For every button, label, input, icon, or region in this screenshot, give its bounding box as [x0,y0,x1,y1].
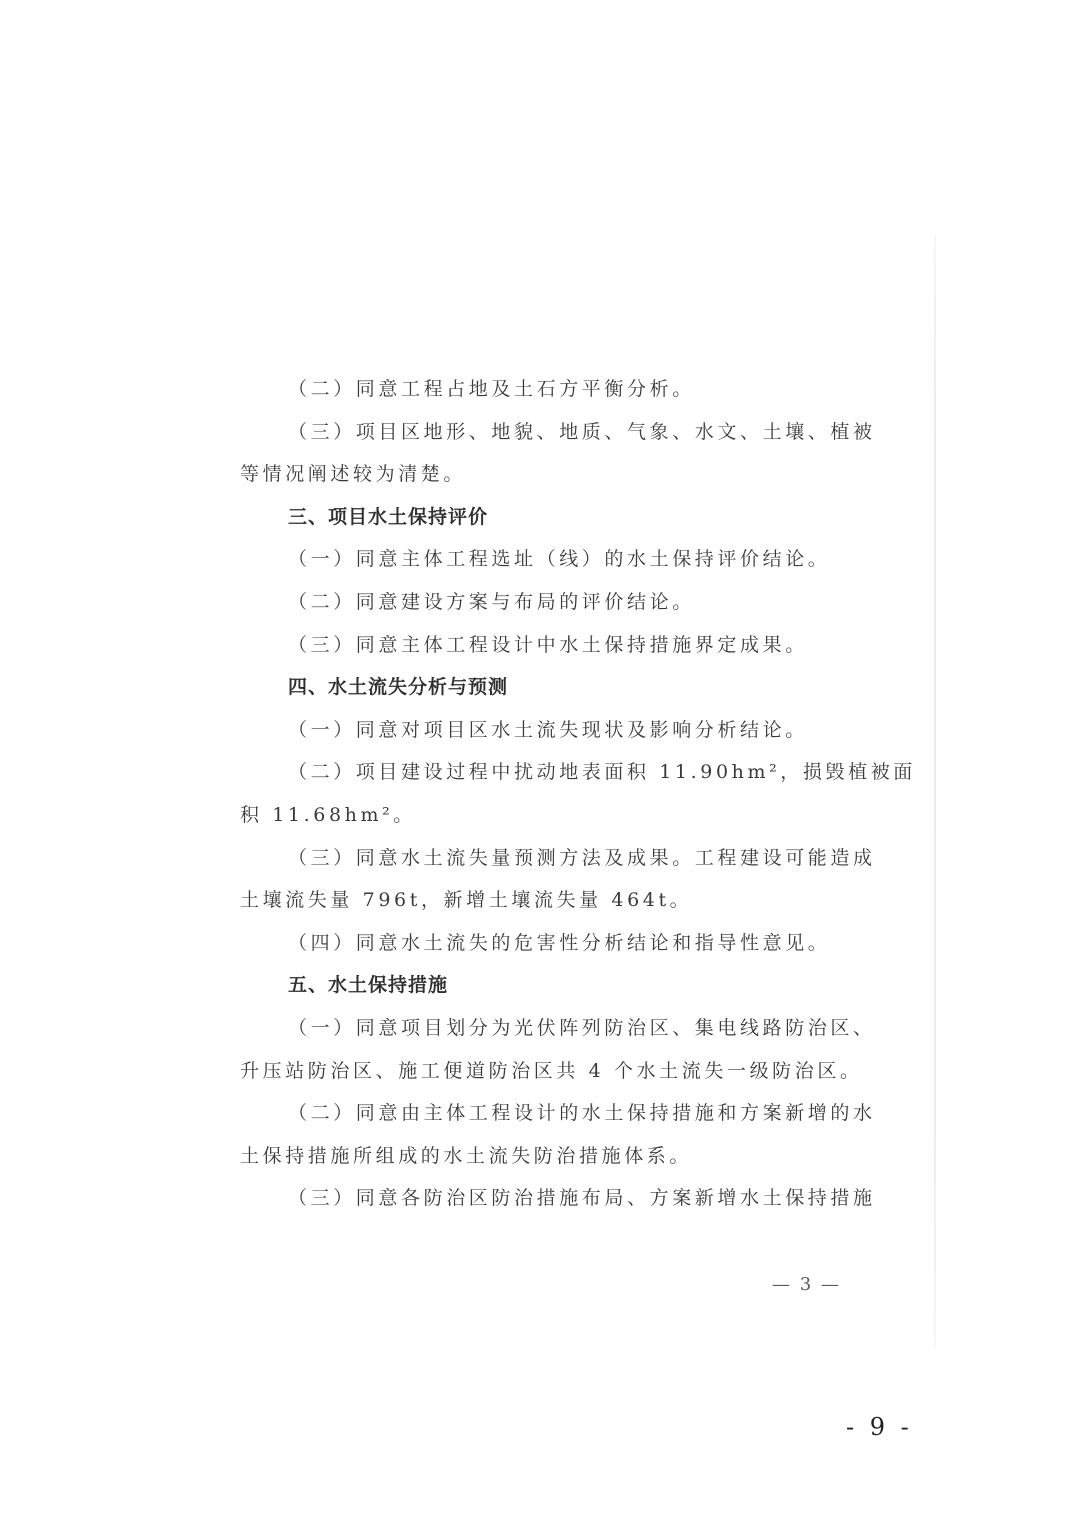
paragraph-line: 土保持措施所组成的水土流失防治措施体系。 [240,1144,693,1167]
paragraph-line: 积 11.68hm²。 [240,803,416,826]
paragraph-line: （三）同意各防治区防治措施布局、方案新增水土保持措施 [288,1187,876,1210]
paragraph-line: （三）项目区地形、地貌、地质、气象、水文、土壤、植被 [288,420,876,443]
paragraph-line: （一）同意对项目区水土流失现状及影响分析结论。 [288,718,808,741]
paragraph-line: （一）同意项目划分为光伏阵列防治区、集电线路防治区、 [288,1016,876,1039]
paragraph-line: （二）同意建设方案与布局的评价结论。 [288,590,695,613]
outer-page-number: - 9 - [846,1413,913,1441]
paragraph-line: （四）同意水土流失的危害性分析结论和指导性意见。 [288,931,831,954]
paragraph-line: 土壤流失量 796t，新增土壤流失量 464t。 [240,889,693,912]
paragraph-line: （二）项目建设过程中扰动地表面积 11.90hm²，损毁植被面 [288,761,916,784]
inner-page-number: — 3 — [772,1274,841,1295]
scan-edge-line [934,236,936,1346]
paragraph-line: （三）同意主体工程设计中水土保持措施界定成果。 [288,633,808,656]
paragraph-line: 升压站防治区、施工便道防治区共 4 个水土流失一级防治区。 [240,1059,863,1082]
paragraph-line: （二）同意工程占地及土石方平衡分析。 [288,378,695,400]
section-heading: 四、水土流失分析与预测 [288,676,509,699]
document-body [240,368,916,1220]
paragraph-line: 等情况阐述较为清楚。 [240,463,467,486]
paragraph-line: （三）同意水土流失量预测方法及成果。工程建设可能造成 [288,846,876,869]
paragraph-line: （一）同意主体工程选址（线）的水土保持评价结论。 [288,548,831,571]
section-heading: 五、水土保持措施 [288,974,449,997]
paragraph-line: （二）同意由主体工程设计的水土保持措施和方案新增的水 [288,1102,876,1125]
section-heading: 三、项目水土保持评价 [288,505,489,528]
